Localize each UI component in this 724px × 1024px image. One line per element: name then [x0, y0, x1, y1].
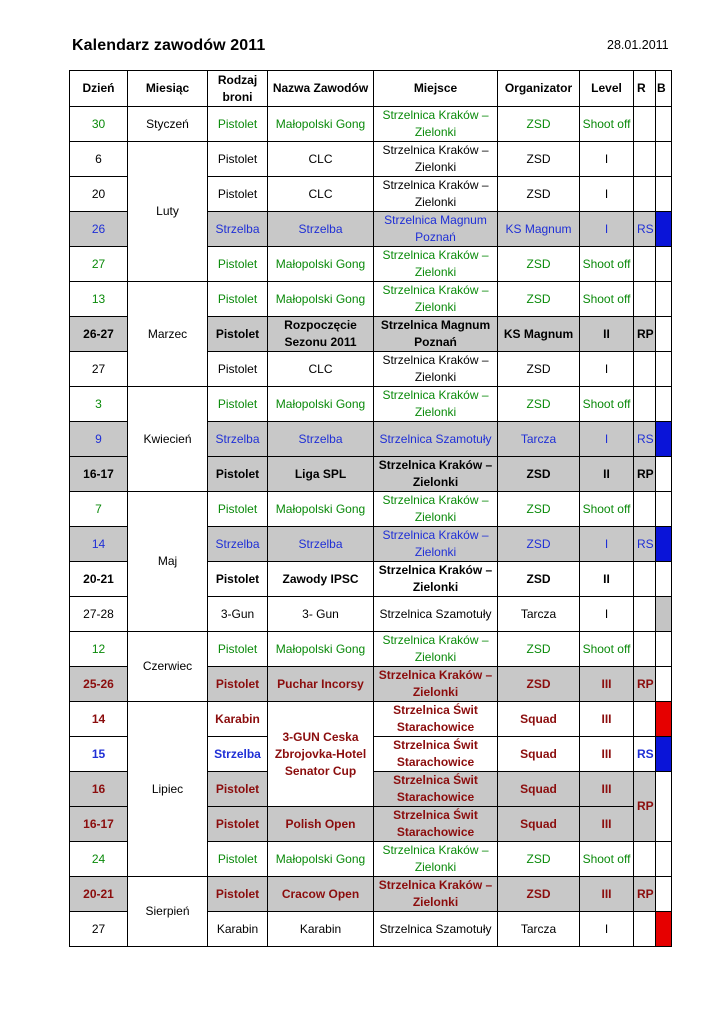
cell-place: Strzelnica Magnum Poznań	[374, 212, 498, 247]
cell-level: I	[580, 597, 634, 632]
cell-place: Strzelnica Kraków – Zielonki	[374, 247, 498, 282]
cell-weapon: Pistolet	[208, 842, 268, 877]
cell-level: III	[580, 807, 634, 842]
cell-month: Maj	[128, 492, 208, 632]
cell-day: 27	[70, 247, 128, 282]
cell-organizer: ZSD	[498, 842, 580, 877]
cell-day: 24	[70, 842, 128, 877]
cell-b-marker	[656, 597, 672, 632]
cell-level: I	[580, 527, 634, 562]
cell-b	[656, 562, 672, 597]
cell-weapon: Pistolet	[208, 457, 268, 492]
cell-event: Małopolski Gong	[268, 247, 374, 282]
cell-r: RS	[634, 527, 656, 562]
cell-organizer: Squad	[498, 807, 580, 842]
cell-place: Strzelnica Kraków – Zielonki	[374, 562, 498, 597]
cell-level: III	[580, 667, 634, 702]
cell-event: Strzelba	[268, 422, 374, 457]
cell-level: I	[580, 212, 634, 247]
cell-level: Shoot off	[580, 632, 634, 667]
table-header-row	[70, 71, 672, 107]
cell-day: 30	[70, 107, 128, 142]
cell-place: Strzelnica Magnum Poznań	[374, 317, 498, 352]
cell-b	[656, 282, 672, 317]
cell-day: 3	[70, 387, 128, 422]
cell-r	[634, 842, 656, 877]
cell-b	[656, 317, 672, 352]
cell-organizer: Squad	[498, 702, 580, 737]
cell-organizer: ZSD	[498, 527, 580, 562]
cell-organizer: ZSD	[498, 667, 580, 702]
cell-day: 25-26	[70, 667, 128, 702]
cell-event: Strzelba	[268, 212, 374, 247]
cell-place: Strzelnica Kraków – Zielonki	[374, 842, 498, 877]
table-row	[70, 877, 672, 912]
cell-r	[634, 912, 656, 947]
cell-day: 13	[70, 282, 128, 317]
cell-b-marker	[656, 527, 672, 562]
cell-day: 26	[70, 212, 128, 247]
cell-level: II	[580, 457, 634, 492]
cell-b-marker	[656, 422, 672, 457]
cell-organizer: ZSD	[498, 877, 580, 912]
cell-day: 9	[70, 422, 128, 457]
header-place: Miejsce	[374, 71, 498, 107]
cell-month: Czerwiec	[128, 632, 208, 702]
cell-place: Strzelnica Kraków – Zielonki	[374, 387, 498, 422]
header-weapon: Rodzaj broni	[208, 71, 268, 107]
cell-weapon: Pistolet	[208, 282, 268, 317]
table-row	[70, 387, 672, 422]
cell-weapon: Karabin	[208, 702, 268, 737]
cell-event: Strzelba	[268, 527, 374, 562]
cell-place: Strzelnica Kraków – Zielonki	[374, 282, 498, 317]
table-row	[70, 107, 672, 142]
table-row	[70, 632, 672, 667]
cell-organizer: ZSD	[498, 142, 580, 177]
document-date: 28.01.2011	[607, 38, 669, 52]
cell-place: Strzelnica Kraków – Zielonki	[374, 352, 498, 387]
cell-level: Shoot off	[580, 107, 634, 142]
cell-b	[656, 247, 672, 282]
cell-r	[634, 632, 656, 667]
cell-day: 14	[70, 527, 128, 562]
cell-weapon: Pistolet	[208, 142, 268, 177]
header-event: Nazwa Zawodów	[268, 71, 374, 107]
cell-day: 26-27	[70, 317, 128, 352]
cell-organizer: ZSD	[498, 247, 580, 282]
cell-organizer: ZSD	[498, 457, 580, 492]
cell-organizer: KS Magnum	[498, 317, 580, 352]
cell-month: Lipiec	[128, 702, 208, 877]
table-row	[70, 492, 672, 527]
cell-level: I	[580, 142, 634, 177]
cell-day: 27	[70, 912, 128, 947]
cell-weapon: Pistolet	[208, 177, 268, 212]
cell-level: I	[580, 177, 634, 212]
cell-organizer: ZSD	[498, 282, 580, 317]
cell-weapon: Pistolet	[208, 562, 268, 597]
cell-weapon: Karabin	[208, 912, 268, 947]
cell-month: Kwiecień	[128, 387, 208, 492]
cell-level: Shoot off	[580, 387, 634, 422]
cell-organizer: ZSD	[498, 562, 580, 597]
cell-b	[656, 877, 672, 912]
cell-place: Strzelnica Kraków – Zielonki	[374, 142, 498, 177]
cell-organizer: Squad	[498, 772, 580, 807]
cell-b	[656, 492, 672, 527]
cell-day: 16	[70, 772, 128, 807]
cell-event: Małopolski Gong	[268, 492, 374, 527]
cell-r	[634, 387, 656, 422]
cell-b-marker	[656, 737, 672, 772]
cell-event: Małopolski Gong	[268, 842, 374, 877]
header-month: Miesiąc	[128, 71, 208, 107]
cell-event: CLC	[268, 177, 374, 212]
cell-place: Strzelnica Kraków – Zielonki	[374, 457, 498, 492]
header-day: Dzień	[70, 71, 128, 107]
cell-r	[634, 282, 656, 317]
cell-organizer: Tarcza	[498, 912, 580, 947]
table-row	[70, 142, 672, 177]
cell-b	[656, 457, 672, 492]
cell-day: 15	[70, 737, 128, 772]
cell-weapon: Pistolet	[208, 492, 268, 527]
cell-event: Zawody IPSC	[268, 562, 374, 597]
cell-place: Strzelnica Kraków – Zielonki	[374, 177, 498, 212]
cell-r	[634, 597, 656, 632]
cell-month: Luty	[128, 142, 208, 282]
cell-level: Shoot off	[580, 842, 634, 877]
cell-organizer: ZSD	[498, 352, 580, 387]
cell-day: 7	[70, 492, 128, 527]
cell-event: 3-GUN Ceska Zbrojovka-Hotel Senator Cup	[268, 702, 374, 807]
cell-event: Polish Open	[268, 807, 374, 842]
cell-r	[634, 492, 656, 527]
cell-weapon: Pistolet	[208, 807, 268, 842]
cell-organizer: Tarcza	[498, 422, 580, 457]
cell-event: Małopolski Gong	[268, 632, 374, 667]
cell-weapon: Strzelba	[208, 212, 268, 247]
cell-level: Shoot off	[580, 247, 634, 282]
cell-b	[656, 772, 672, 842]
cell-r	[634, 177, 656, 212]
cell-level: Shoot off	[580, 492, 634, 527]
cell-place: Strzelnica Kraków – Zielonki	[374, 877, 498, 912]
cell-event: Małopolski Gong	[268, 107, 374, 142]
cell-b	[656, 142, 672, 177]
cell-month: Sierpień	[128, 877, 208, 947]
competition-calendar-table	[69, 70, 672, 947]
cell-place: Strzelnica Świt Starachowice	[374, 772, 498, 807]
cell-place: Strzelnica Kraków – Zielonki	[374, 492, 498, 527]
cell-place: Strzelnica Świt Starachowice	[374, 807, 498, 842]
cell-event: Karabin	[268, 912, 374, 947]
cell-level: I	[580, 352, 634, 387]
cell-r: RS	[634, 212, 656, 247]
cell-day: 27-28	[70, 597, 128, 632]
table-row	[70, 702, 672, 737]
cell-organizer: ZSD	[498, 632, 580, 667]
cell-place: Strzelnica Szamotuły	[374, 597, 498, 632]
cell-level: III	[580, 702, 634, 737]
cell-r	[634, 352, 656, 387]
cell-event: Małopolski Gong	[268, 387, 374, 422]
cell-b	[656, 842, 672, 877]
cell-r: RP	[634, 667, 656, 702]
cell-b-marker	[656, 212, 672, 247]
cell-day: 20	[70, 177, 128, 212]
cell-weapon: Pistolet	[208, 632, 268, 667]
cell-day: 20-21	[70, 562, 128, 597]
cell-organizer: ZSD	[498, 177, 580, 212]
cell-day: 27	[70, 352, 128, 387]
cell-level: I	[580, 912, 634, 947]
cell-weapon: Pistolet	[208, 667, 268, 702]
cell-organizer: KS Magnum	[498, 212, 580, 247]
cell-r	[634, 247, 656, 282]
cell-organizer: Tarcza	[498, 597, 580, 632]
cell-weapon: Strzelba	[208, 422, 268, 457]
cell-event: Liga SPL	[268, 457, 374, 492]
cell-organizer: Squad	[498, 737, 580, 772]
cell-level: III	[580, 772, 634, 807]
cell-weapon: Pistolet	[208, 352, 268, 387]
cell-place: Strzelnica Kraków – Zielonki	[374, 667, 498, 702]
cell-day: 16-17	[70, 457, 128, 492]
cell-weapon: Pistolet	[208, 107, 268, 142]
cell-level: II	[580, 562, 634, 597]
cell-event: CLC	[268, 142, 374, 177]
cell-weapon: Pistolet	[208, 247, 268, 282]
header-r: R	[634, 71, 656, 107]
table-row	[70, 282, 672, 317]
cell-event: Rozpoczęcie Sezonu 2011	[268, 317, 374, 352]
cell-event: Puchar Incorsy	[268, 667, 374, 702]
cell-weapon: Pistolet	[208, 772, 268, 807]
cell-place: Strzelnica Świt Starachowice	[374, 737, 498, 772]
cell-place: Strzelnica Szamotuły	[374, 422, 498, 457]
cell-event: Małopolski Gong	[268, 282, 374, 317]
cell-weapon: Strzelba	[208, 527, 268, 562]
cell-weapon: 3-Gun	[208, 597, 268, 632]
cell-r: RP	[634, 317, 656, 352]
cell-r: RP	[634, 457, 656, 492]
cell-organizer: ZSD	[498, 107, 580, 142]
cell-r: RS	[634, 422, 656, 457]
cell-weapon: Pistolet	[208, 387, 268, 422]
header-organizer: Organizator	[498, 71, 580, 107]
cell-level: Shoot off	[580, 282, 634, 317]
cell-day: 16-17	[70, 807, 128, 842]
cell-place: Strzelnica Szamotuły	[374, 912, 498, 947]
cell-r	[634, 702, 656, 737]
cell-event: 3- Gun	[268, 597, 374, 632]
cell-b	[656, 387, 672, 422]
cell-weapon: Strzelba	[208, 737, 268, 772]
cell-b-marker	[656, 702, 672, 737]
cell-r: RP	[634, 877, 656, 912]
cell-r	[634, 562, 656, 597]
cell-day: 12	[70, 632, 128, 667]
cell-r: RP	[634, 772, 656, 842]
cell-event: CLC	[268, 352, 374, 387]
document-title: Kalendarz zawodów 2011	[72, 37, 266, 54]
cell-b	[656, 352, 672, 387]
cell-b	[656, 667, 672, 702]
cell-event: Cracow Open	[268, 877, 374, 912]
cell-place: Strzelnica Kraków – Zielonki	[374, 527, 498, 562]
cell-place: Strzelnica Kraków – Zielonki	[374, 107, 498, 142]
cell-place: Strzelnica Kraków – Zielonki	[374, 632, 498, 667]
cell-weapon: Pistolet	[208, 317, 268, 352]
cell-b-marker	[656, 912, 672, 947]
cell-r	[634, 107, 656, 142]
cell-place: Strzelnica Świt Starachowice	[374, 702, 498, 737]
header-b: B	[656, 71, 672, 107]
cell-day: 20-21	[70, 877, 128, 912]
cell-month: Marzec	[128, 282, 208, 387]
cell-weapon: Pistolet	[208, 877, 268, 912]
cell-r: RS	[634, 737, 656, 772]
cell-r	[634, 142, 656, 177]
cell-b	[656, 177, 672, 212]
cell-month: Styczeń	[128, 107, 208, 142]
cell-level: III	[580, 737, 634, 772]
cell-organizer: ZSD	[498, 492, 580, 527]
cell-b	[656, 107, 672, 142]
header-level: Level	[580, 71, 634, 107]
cell-organizer: ZSD	[498, 387, 580, 422]
cell-level: II	[580, 317, 634, 352]
cell-level: III	[580, 877, 634, 912]
cell-level: I	[580, 422, 634, 457]
cell-day: 14	[70, 702, 128, 737]
cell-day: 6	[70, 142, 128, 177]
cell-b	[656, 632, 672, 667]
